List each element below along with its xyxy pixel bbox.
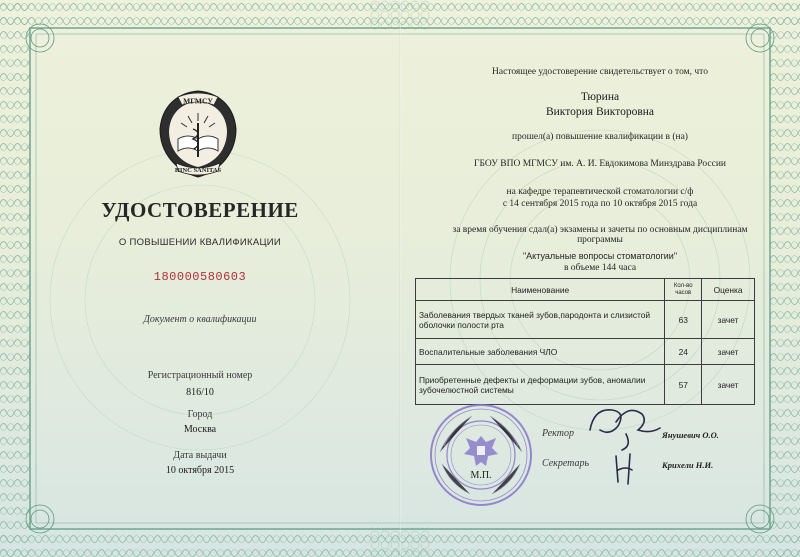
grade-cell: зачет	[702, 301, 755, 339]
document-subtitle: О ПОВЫШЕНИИ КВАЛИФИКАЦИИ	[118, 237, 282, 248]
document-number: 180000580603	[153, 270, 247, 284]
grades-table	[415, 278, 755, 405]
hours-cell: 24	[665, 339, 702, 365]
subject-cell: Приобретенные дефекты и деформации зубов, аномалии зубочелюстной системы	[416, 365, 665, 405]
program-volume: в объеме 144 часа	[563, 263, 637, 273]
document-type: Документ о квалификации	[143, 314, 257, 325]
hours-cell: 57	[665, 365, 702, 405]
rector-name: Янушевич О.О.	[662, 430, 719, 440]
hours-cell: 63	[665, 301, 702, 339]
column-header-hours: Кол-во часов	[665, 279, 702, 301]
table-row	[416, 365, 755, 405]
column-header-name: Наименование	[416, 279, 665, 301]
holder-surname: Тюрина	[580, 91, 620, 103]
subject-cell: Воспалительные заболевания ЧЛО	[416, 339, 665, 365]
column-header-grade: Оценка	[702, 279, 755, 301]
issue-date-value: 10 октября 2015	[165, 465, 235, 476]
secretary-name: Крихели Н.И.	[662, 460, 714, 470]
institution-name: ГБОУ ВПО МГМСУ им. А. И. Евдокимова Минздрава России	[473, 159, 726, 169]
completed-text: прошел(а) повышение квалификации в (на)	[512, 132, 688, 142]
official-seal-stamp	[428, 402, 534, 508]
rector-label: Ректор	[542, 428, 574, 439]
table-header-row	[416, 279, 755, 301]
city-label: Город	[187, 409, 213, 420]
registration-number: 816/10	[186, 387, 214, 398]
training-period: с 14 сентября 2015 года по 10 октября 2015 года	[502, 199, 698, 209]
holder-given-names: Виктория Викторовна	[545, 106, 655, 118]
rector-signature-icon	[582, 400, 672, 452]
grade-cell: зачет	[702, 339, 755, 365]
department-name: на кафедре терапевтической стоматологии с/ф	[506, 187, 694, 197]
issue-date-label: Дата выдачи	[173, 450, 227, 461]
city-value: Москва	[183, 424, 217, 435]
intro-text: Настоящее удостоверение свидетельствует о том, что	[492, 67, 708, 77]
secretary-label: Секретарь	[542, 458, 590, 469]
secretary-signature-icon	[606, 448, 646, 488]
grade-cell: зачет	[702, 365, 755, 405]
program-title: "Актуальные вопросы стоматологии"	[522, 251, 678, 261]
university-emblem-icon	[148, 83, 248, 183]
document-title: УДОСТОВЕРЕНИЕ	[101, 198, 299, 222]
table-row	[416, 301, 755, 339]
table-row	[416, 339, 755, 365]
emblem-bottom-text: HINC SANITAS	[174, 167, 222, 174]
right-page	[400, 0, 800, 557]
registration-label: Регистрационный номер	[147, 370, 253, 381]
exams-text-line1: за время обучения сдал(а) экзамены и зачеты по основным дисциплинам	[452, 225, 748, 235]
subject-cell: Заболевания твердых тканей зубов,пародонта и слизистой оболочки полости рта	[416, 301, 665, 339]
emblem-top-text: МГМСУ	[183, 96, 213, 106]
exams-text-line2: программы	[577, 235, 623, 245]
seal-mark: М.П.	[470, 470, 492, 481]
